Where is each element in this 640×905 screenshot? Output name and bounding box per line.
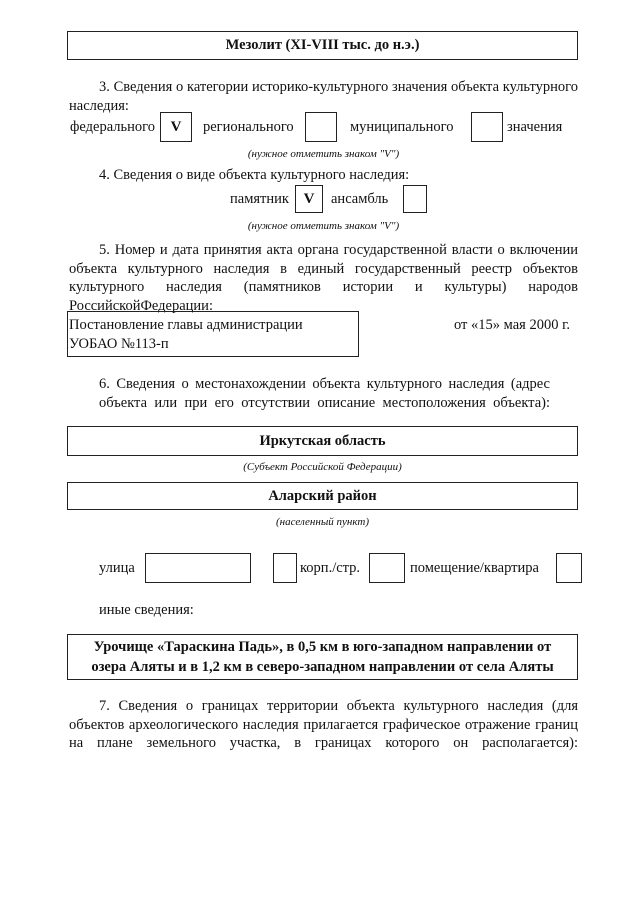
federal-label: федерального (70, 119, 155, 135)
municipal-checkbox[interactable] (471, 112, 503, 142)
region-box (67, 426, 578, 456)
section4-note: (нужное отметить знаком "V") (247, 220, 400, 232)
monument-checkbox[interactable]: V (295, 185, 323, 213)
other-label: иные сведения: (99, 602, 194, 618)
building-label: корп./стр. (300, 560, 361, 576)
other-box (67, 634, 578, 680)
regional-label: регионального (203, 119, 294, 135)
district-value: Аларский район (268, 487, 377, 504)
region-note: (Субъект Российской Федерации) (243, 461, 402, 473)
section6-text: 6. Сведения о местонахождении объекта культурного наследия (адрес объекта или при его отсутствии описание местоположения объекта): (99, 376, 550, 411)
other-value: Урочище «Тараскина Падь», в 0,5 км в юго-западном направлении от озера Аляты и в 1,2 км в северо-западном направлении от села Аляты (91, 639, 554, 675)
street-input[interactable] (145, 553, 251, 583)
region-value: Иркутская область (259, 432, 386, 449)
district-box (67, 482, 578, 510)
street-label: улица (99, 560, 135, 576)
act-line1: Постановление главы администрации (69, 317, 303, 333)
district-note: (населенный пункт) (276, 516, 369, 528)
section4-text: 4. Сведения о виде объекта культурного наследия: (99, 167, 410, 183)
section7-text: 7. Сведения о границах территории объекта культурного наследия (для объектов археологического наследия прилагается графическое отражение границ на плане земельного участка, в границах которого он располагается): (69, 698, 578, 751)
act-box (67, 311, 359, 357)
ensemble-checkbox[interactable] (403, 185, 427, 213)
act-line2: УОБАО №113-п (69, 336, 169, 352)
regional-checkbox[interactable] (305, 112, 337, 142)
municipal-label: муниципального (350, 119, 454, 135)
act-date: от «15» мая 2000 г. (454, 317, 571, 333)
federal-checkbox[interactable]: V (160, 112, 192, 142)
room-input[interactable] (556, 553, 582, 583)
section3-text: 3. Сведения о категории историко-культурного значения объекта культурного наследия: (69, 79, 578, 114)
building-input[interactable] (369, 553, 405, 583)
period-title: Мезолит (XI-VIII тыс. до н.э.) (225, 37, 420, 53)
section5-text: 5. Номер и дата принятия акта органа государственной власти о включении объекта культурного наследия в единый государственный реестр объектов культурного наследия (памятников истории и культуры) народов РоссийскойФедерации: (69, 242, 578, 314)
significance-label: значения (507, 119, 563, 135)
ensemble-label: ансамбль (331, 191, 389, 207)
monument-label: памятник (230, 191, 289, 207)
house-input[interactable] (273, 553, 297, 583)
room-label: помещение/квартира (410, 560, 539, 576)
period-title-box (67, 31, 578, 60)
section3-note: (нужное отметить знаком "V") (247, 148, 400, 160)
